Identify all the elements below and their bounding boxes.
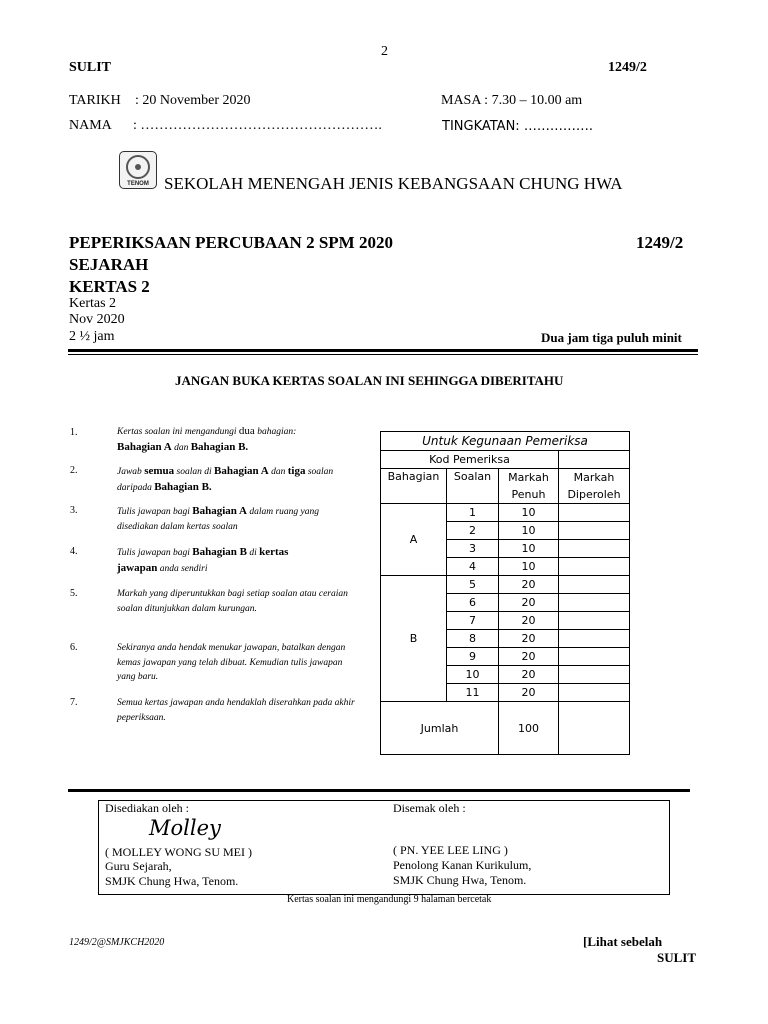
section-b-label: B — [381, 576, 447, 702]
jumlah-diperoleh-cell[interactable] — [559, 702, 630, 755]
instruction-item: Tulis jawapan bagi Bahagian B di kertas jawapan anda sendiri — [117, 546, 289, 574]
penuh-cell: 10 — [499, 558, 559, 576]
soalan-cell: 4 — [447, 558, 499, 576]
soalan-cell: 7 — [447, 612, 499, 630]
logo-caption: TENOM — [127, 181, 149, 187]
table-row — [381, 504, 630, 522]
penuh-cell: 20 — [499, 630, 559, 648]
kod-pemeriksa-label: Kod Pemeriksa — [381, 451, 559, 469]
soalan-cell: 10 — [447, 666, 499, 684]
page-number: 2 — [381, 44, 388, 59]
instruction-item: Tulis jawapan bagi Bahagian A dalam ruang yang disediakan dalam kertas soalan — [117, 505, 319, 532]
diperoleh-cell[interactable] — [559, 630, 630, 648]
instruction-number: 6. — [70, 642, 78, 653]
tingkatan-field[interactable]: TINGKATAN: ……………. — [442, 119, 593, 134]
checked-school: SMJK Chung Hwa, Tenom. — [393, 873, 527, 887]
header-bahagian: Bahagian — [381, 469, 447, 504]
diperoleh-cell[interactable] — [559, 576, 630, 594]
instruction-number: 4. — [70, 546, 78, 557]
table-title: Untuk Kegunaan Pemeriksa — [381, 432, 630, 451]
penuh-cell: 20 — [499, 666, 559, 684]
nama-field[interactable]: : ……………………………………………. — [133, 118, 382, 133]
diperoleh-cell[interactable] — [559, 612, 630, 630]
penuh-cell: 20 — [499, 648, 559, 666]
examiner-table — [380, 431, 630, 755]
signature-handwriting: Molley — [149, 816, 221, 840]
header-markah-penuh: Markah — [499, 469, 559, 487]
soalan-cell: 1 — [447, 504, 499, 522]
penuh-cell: 10 — [499, 504, 559, 522]
soalan-cell: 9 — [447, 648, 499, 666]
tarikh-value: : 20 November 2020 — [135, 93, 251, 108]
soalan-cell: 3 — [447, 540, 499, 558]
section-a-label: A — [381, 504, 447, 576]
exam-subject: SEJARAH — [69, 255, 149, 274]
table-row — [381, 576, 630, 594]
header-divider — [68, 349, 698, 352]
soalan-cell: 6 — [447, 594, 499, 612]
checked-name: ( PN. YEE LEE LING ) — [393, 843, 508, 857]
jumlah-value: 100 — [499, 702, 559, 755]
diperoleh-cell[interactable] — [559, 522, 630, 540]
soalan-cell: 8 — [447, 630, 499, 648]
header-soalan: Soalan — [447, 469, 499, 504]
diperoleh-cell[interactable] — [559, 684, 630, 702]
instruction-item: Semua kertas jawapan anda hendaklah diserahkan pada akhir peperiksaan. — [117, 698, 355, 723]
prepared-label: Disediakan oleh : — [105, 801, 189, 815]
instruction-number: 7. — [70, 697, 78, 708]
exam-duration-words: Dua jam tiga puluh minit — [541, 330, 682, 345]
footer-ref: 1249/2@SMJKCH2020 — [69, 937, 165, 948]
diperoleh-cell[interactable] — [559, 504, 630, 522]
checked-title: Penolong Kanan Kurikulum, — [393, 858, 532, 872]
prepared-title: Guru Sejarah, — [105, 859, 172, 873]
masa-field: MASA : 7.30 – 10.00 am — [441, 93, 583, 108]
instruction-number: 3. — [70, 505, 78, 516]
instruction-item: Markah yang diperuntukkan bagi setiap soalan atau ceraian soalan ditunjukkan dalam kurungan. — [117, 589, 348, 614]
prepared-name: ( MOLLEY WONG SU MEI ) — [105, 845, 252, 859]
school-name: SEKOLAH MENENGAH JENIS KEBANGSAAN CHUNG HWA — [164, 174, 623, 193]
instruction-item: Sekiranya anda hendak menukar jawapan, batalkan dengan kemas jawapan yang telah dibuat. Kemudian tulis jawapan yang baru. — [117, 643, 346, 682]
exam-paper: KERTAS 2 — [69, 277, 150, 296]
checked-label: Disemak oleh : — [393, 801, 466, 815]
diperoleh-cell[interactable] — [559, 594, 630, 612]
exam-kertas: Kertas 2 — [69, 296, 117, 311]
tarikh-label: TARIKH — [69, 93, 121, 108]
prepared-school: SMJK Chung Hwa, Tenom. — [105, 874, 239, 888]
soalan-cell: 2 — [447, 522, 499, 540]
soalan-cell: 11 — [447, 684, 499, 702]
sulit-label: SULIT — [69, 60, 112, 75]
penuh-cell: 20 — [499, 684, 559, 702]
soalan-cell: 5 — [447, 576, 499, 594]
header-diperoleh: Diperoleh — [559, 486, 630, 504]
school-logo — [119, 151, 157, 189]
penuh-cell: 20 — [499, 576, 559, 594]
exam-date: Nov 2020 — [69, 312, 125, 327]
header-divider-thin — [68, 354, 698, 355]
exam-duration: 2 ½ jam — [69, 329, 115, 344]
kod-pemeriksa-cell[interactable] — [559, 451, 630, 469]
sulit-footer: SULIT — [657, 950, 697, 965]
instruction-item: Jawab semua soalan di Bahagian A dan tiga soalan daripada Bahagian B. — [117, 465, 334, 493]
lihat-sebelah: [Lihat sebelah — [583, 934, 663, 949]
penuh-cell: 20 — [499, 594, 559, 612]
penuh-cell: 20 — [499, 612, 559, 630]
nama-label: NAMA — [69, 118, 112, 133]
diperoleh-cell[interactable] — [559, 540, 630, 558]
instruction-number: 2. — [70, 465, 78, 476]
exam-title: PEPERIKSAAN PERCUBAAN 2 SPM 2020 — [69, 233, 393, 252]
table-row-jumlah — [381, 702, 630, 755]
footer-divider — [68, 789, 690, 792]
page-count-note: Kertas soalan ini mengandungi 9 halaman bercetak — [287, 894, 492, 905]
instruction-number: 5. — [70, 588, 78, 599]
header-penuh: Penuh — [499, 486, 559, 504]
school-emblem-icon — [126, 155, 150, 179]
diperoleh-cell[interactable] — [559, 648, 630, 666]
jumlah-label: Jumlah — [381, 702, 499, 755]
instruction-item: Kertas soalan ini mengandungi dua bahagian: Bahagian A dan Bahagian B. — [117, 425, 297, 453]
penuh-cell: 10 — [499, 540, 559, 558]
penuh-cell: 10 — [499, 522, 559, 540]
warning-text: JANGAN BUKA KERTAS SOALAN INI SEHINGGA DIBERITAHU — [175, 373, 564, 388]
diperoleh-cell[interactable] — [559, 666, 630, 684]
paper-code: 1249/2 — [608, 60, 647, 75]
diperoleh-cell[interactable] — [559, 558, 630, 576]
instruction-number: 1. — [70, 427, 78, 438]
exam-code: 1249/2 — [636, 233, 684, 252]
header-markah-diperoleh: Markah — [559, 469, 630, 487]
